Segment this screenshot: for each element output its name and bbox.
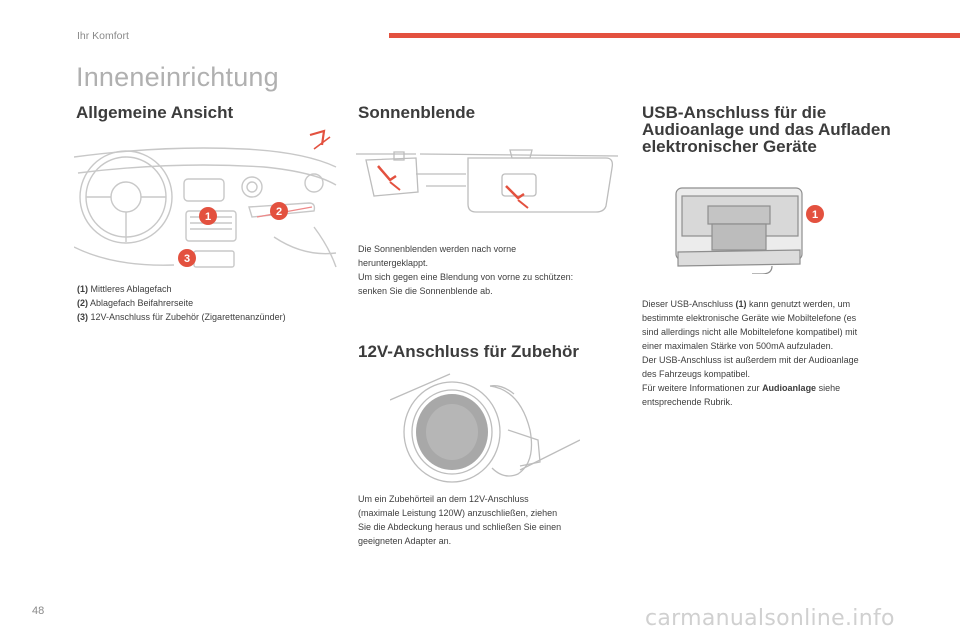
usb-callout-1: 1: [811, 209, 819, 221]
usb-title-line: Audioanlage und das Aufladen: [642, 120, 891, 139]
sun-visor-illustration: [356, 146, 618, 220]
outlet-title: 12V-Anschluss für Zubehör: [358, 342, 580, 361]
sun-visor-title: Sonnenblende: [358, 103, 476, 122]
usb-text-line: sind allerdings nicht alle Mobiltelefone kompatibel) mit: [642, 327, 858, 337]
page-number: 48: [32, 605, 45, 617]
legend-item-2: (2) Ablagefach Beifahrerseite: [77, 298, 194, 308]
dashboard-illustration: [74, 127, 340, 273]
usb-text-line: bestimmte elektronische Geräte wie Mobiltelefone (es: [642, 313, 857, 323]
page-title: Inneneinrichtung: [76, 62, 279, 92]
general-view-title: Allgemeine Ansicht: [76, 103, 234, 122]
sun-visor-text-line: Um sich gegen eine Blendung von vorne zu schützen:: [358, 272, 574, 282]
usb-text-line: Dieser USB-Anschluss (1) kann genutzt werden, um: [642, 299, 851, 309]
header-accent-bar: [389, 33, 960, 38]
usb-text-line: entsprechende Rubrik.: [642, 397, 733, 407]
sun-visor-text-line: Die Sonnenblenden werden nach vorne: [358, 244, 517, 254]
usb-title-line: USB-Anschluss für die: [642, 103, 827, 122]
legend-item-1: (1) Mittleres Ablagefach: [77, 284, 172, 294]
usb-text-line: Für weitere Informationen zur Audioanlage siehe: [642, 383, 841, 393]
outlet-text-line: Um ein Zubehörteil an dem 12V-Anschluss: [358, 494, 529, 504]
outlet-text-line: (maximale Leistung 120W) anzuschließen, ziehen: [358, 508, 558, 518]
sun-visor-text-line: heruntergeklappt.: [358, 258, 429, 268]
usb-port-illustration: [672, 184, 832, 274]
power-outlet-illustration: [390, 370, 580, 486]
usb-text-line: Der USB-Anschluss ist außerdem mit der Audioanlage: [642, 355, 859, 365]
callout-2: 2: [275, 206, 283, 218]
usb-text-line: des Fahrzeugs kompatibel.: [642, 369, 751, 379]
callout-3: 3: [183, 253, 191, 265]
usb-title-line: elektronischer Geräte: [642, 137, 817, 156]
callout-1: 1: [204, 211, 212, 223]
outlet-text-line: geeigneten Adapter an.: [358, 536, 452, 546]
watermark: carmanualsonline.info: [645, 606, 895, 631]
section-label: Ihr Komfort: [77, 30, 129, 42]
usb-text-line: einer maximalen Stärke von 500mA aufzuladen.: [642, 341, 834, 351]
legend-item-3: (3) 12V-Anschluss für Zubehör (Zigarettenanzünder): [77, 312, 286, 322]
outlet-text-line: Sie die Abdeckung heraus und schließen Sie einen: [358, 522, 562, 532]
sun-visor-text-line: senken Sie die Sonnenblende ab.: [358, 286, 493, 296]
